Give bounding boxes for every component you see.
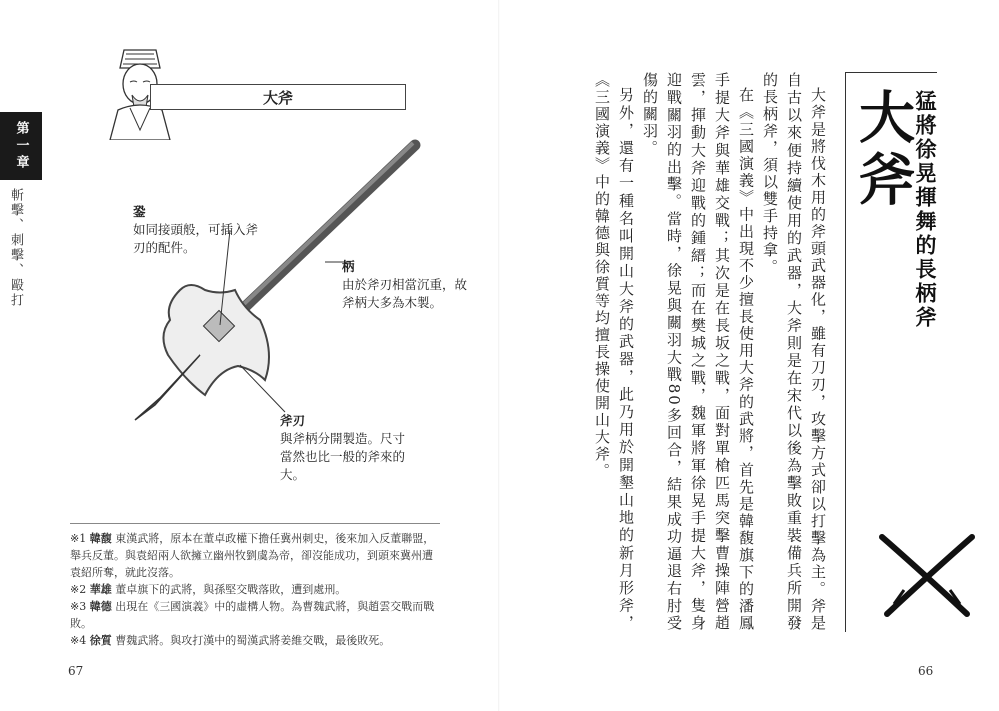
- callout-handle-text: 由於斧刃相當沉重，故斧柄大多為木製。: [342, 277, 468, 310]
- callout-handle: [342, 258, 472, 312]
- footnote: [70, 581, 440, 598]
- callout-blade-title: 斧刃: [280, 413, 306, 428]
- paragraph: 在《三國演義》中出現不少擅長使用大斧的武將，首先是韓馥旗下的潘鳳手提大斧與華雄交戰；其次是在長坂之戰，面對單槍匹馬突擊曹操陣營趙雲，揮動大斧迎戰的鍾縉；而在樊城之戰，魏軍將軍徐晃手提大斧，隻身迎戰關羽的出擊。當時，徐晃與關羽大戰80多回合，結果成功逼退右肘受傷的關羽。: [641, 72, 755, 632]
- weapon-label-box: 大斧: [150, 84, 406, 110]
- body-text: [590, 72, 830, 632]
- right-page: [500, 0, 999, 711]
- footnote-name: 韓德: [89, 600, 112, 613]
- callout-socket-text: 如同接頭般，可插入斧刃的配件。: [133, 222, 259, 255]
- crossed-swords-icon: [872, 532, 982, 622]
- footnote-text: 東漢武將，原本在董卓政權下擔任冀州刺史，後來加入反董聯盟，舉兵反董。與袁紹兩人欲擁立幽州牧劉虞為帝，卻沒能成功，到頭來冀州遭袁紹所奪，就此沒落。: [70, 532, 435, 579]
- footnote-mark: ※1: [70, 532, 87, 545]
- chapter-tab: 第一章: [0, 112, 42, 180]
- footnote: [70, 530, 440, 581]
- footnote-text: 出現在《三國演義》中的虛構人物。為曹魏武將，與趙雲交戰而戰敗。: [70, 600, 435, 630]
- footnote-text: 董卓旗下的武將，與孫堅交戰落敗，遭到處刑。: [115, 583, 347, 596]
- callout-socket-title: 銎: [133, 204, 146, 219]
- footnote-name: 韓馥: [89, 532, 112, 545]
- footnote-name: 華雄: [89, 583, 112, 596]
- paragraph: 大斧是將伐木用的斧頭武器化，雖有刀刃，攻擊方式卻以打擊為主。斧是自古以來便持續使用的武器，大斧則是在宋代以後為擊敗重裝備兵所開發的長柄斧，須以雙手持拿。: [761, 72, 827, 632]
- chapter-subtitle: 斬擊、刺擊、毆打: [8, 188, 23, 308]
- page-subtitle: 猛將徐晃揮舞的長柄斧: [913, 90, 937, 330]
- footnote-mark: ※3: [70, 600, 87, 613]
- left-page: [0, 0, 499, 711]
- callout-handle-title: 柄: [342, 259, 355, 274]
- footnote-name: 徐質: [89, 634, 112, 647]
- footnote: [70, 598, 440, 632]
- page-number-left: 67: [68, 664, 84, 678]
- page-number-right: 66: [918, 664, 934, 678]
- footnote-mark: ※4: [70, 634, 87, 647]
- paragraph: 另外，還有一種名叫開山大斧的武器，此乃用於開墾山地的新月形斧，《三國演義》中的韓德與徐質等均擅長操使開山大斧。: [593, 72, 635, 632]
- footnote: [70, 632, 440, 649]
- footnotes: [70, 523, 440, 649]
- footnote-text: 曹魏武將。與攻打漢中的蜀漢武將姜維交戰，最後敗死。: [115, 634, 391, 647]
- callout-blade: [280, 412, 410, 484]
- callout-blade-text: 與斧柄分開製造。尺寸當然也比一般的斧來的大。: [280, 431, 406, 482]
- page-title: 大斧: [850, 88, 915, 212]
- footnote-mark: ※2: [70, 583, 87, 596]
- callout-socket: [133, 203, 263, 257]
